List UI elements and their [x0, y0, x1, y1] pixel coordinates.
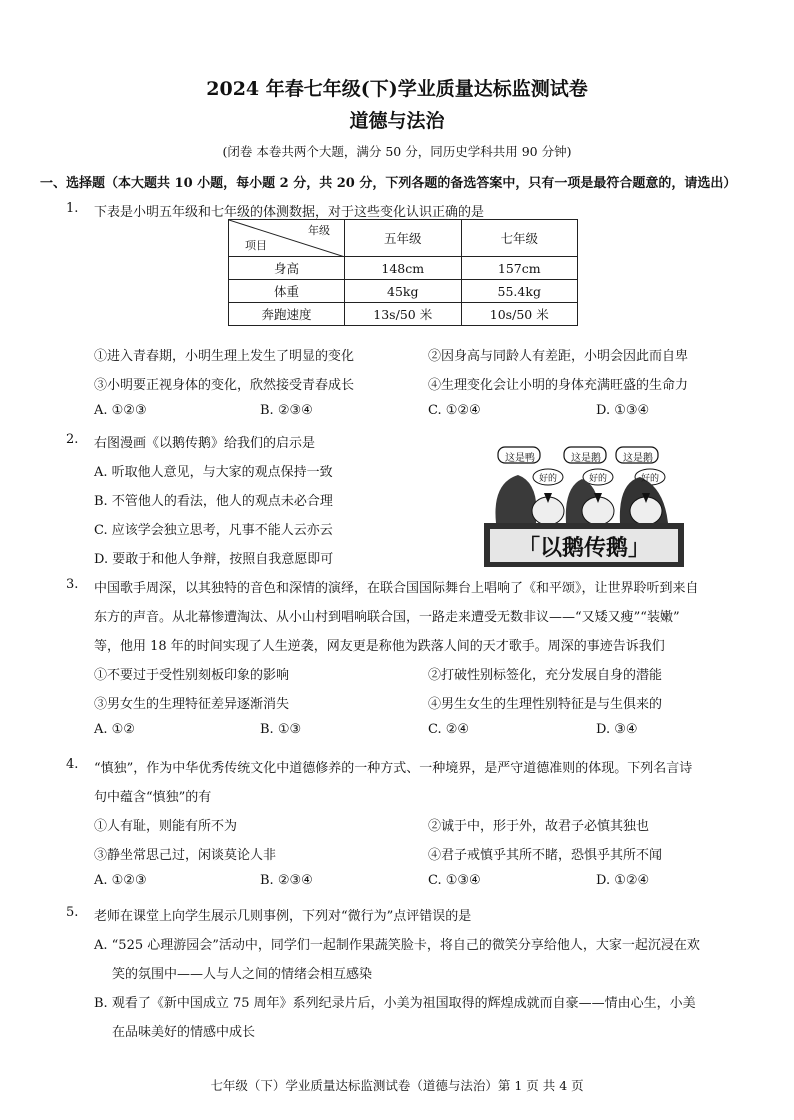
- exam-note: (闭卷 本卷共两个大题，满分 50 分，同历史学科共用 90 分钟): [222, 144, 572, 159]
- row-value: 45kg: [345, 280, 462, 303]
- q4-option-c: C. ①③④: [428, 873, 481, 888]
- q4-option-a: A. ①②③: [94, 873, 147, 888]
- q4-option-b: B. ②③④: [260, 873, 313, 888]
- bubble-text-1: 这是鸭: [505, 453, 535, 464]
- q5-stem: 老师在课堂上向学生展示几则事例，下列对“微行为”点评错误的是: [94, 909, 472, 924]
- row-value: 148cm: [345, 257, 462, 280]
- q1-number: 1.: [66, 201, 79, 216]
- q3-option-c: C. ②④: [428, 722, 470, 737]
- goose-cartoon: [478, 443, 688, 570]
- q4-statement-2: ②诚于中，形于外，故君子必慎其独也: [428, 819, 650, 834]
- q1-option-b: B. ②③④: [260, 403, 313, 418]
- q1-statement-3: ③小明要正视身体的变化，欣然接受青春成长: [94, 378, 355, 393]
- cartoon-caption: 「以鹅传鹅」: [517, 536, 650, 561]
- q3-option-a: A. ①②: [94, 722, 135, 737]
- q2-stem: 右图漫画《以鹅传鹅》给我们的启示是: [94, 436, 316, 451]
- q2-option-d: D. 要敢于和他人争辩，按照自我意愿即可: [94, 552, 334, 567]
- row-value: 157cm: [461, 257, 578, 280]
- q2-option-b: B. 不管他人的看法，他人的观点未必合理: [94, 494, 333, 509]
- q3-option-b: B. ①③: [260, 722, 302, 737]
- row-value: 10s/50 米: [461, 303, 578, 326]
- q3-statement-2: ②打破性别标签化，充分发展自身的潜能: [428, 668, 663, 683]
- corner-item-label: 项目: [245, 239, 267, 252]
- col-header-grade7: 七年级: [461, 220, 578, 257]
- exam-subject: 道德与法治: [349, 110, 445, 132]
- q2-option-a: A. 听取他人意见，与大家的观点保持一致: [94, 465, 333, 480]
- bubble-reply-2: 好的: [588, 474, 607, 484]
- q4-statement-3: ③静坐常思己过，闲谈莫论人非: [94, 848, 277, 863]
- q1-statement-4: ④生理变化会让小明的身体充满旺盛的生命力: [428, 378, 689, 393]
- q1-option-c: C. ①②④: [428, 403, 481, 418]
- q2-number: 2.: [66, 432, 79, 447]
- q1-stem: 下表是小明五年级和七年级的体测数据，对于这些变化认识正确的是: [94, 205, 485, 220]
- row-value: 55.4kg: [461, 280, 578, 303]
- q5-option-a-line-1: A. “525 心理游园会”活动中，同学们一起制作果蔬笑脸卡，将自己的微笑分享给他人，大家一起沉浸在欢: [94, 938, 700, 953]
- q4-line-1: “慎独”，作为中华优秀传统文化中道德修养的一种方式、一种境界，是严守道德准则的体现。下列名言诗: [94, 761, 693, 776]
- section-heading: 一、选择题（本大题共 10 小题，每小题 2 分，共 20 分，下列各题的备选答案中，只有一项是最符合题意的，请选出）: [40, 176, 737, 191]
- q3-line-2: 东方的声音。从北幕惨遭淘汰、从小山村到唱响联合国，一路走来遭受无数非议——“又矮又瘦”“装嫩”: [94, 610, 680, 625]
- q1-option-d: D. ①③④: [596, 403, 650, 418]
- table-row: [229, 257, 578, 280]
- row-item: 奔跑速度: [229, 303, 345, 326]
- q5-number: 5.: [66, 905, 79, 920]
- q5-option-b-line-1: B. 观看了《新中国成立 75 周年》系列纪录片后，小美为祖国取得的辉煌成就而自豪——情由心生，小美: [94, 996, 696, 1011]
- table-row: [229, 303, 578, 326]
- q4-number: 4.: [66, 757, 79, 772]
- q3-statement-3: ③男女生的生理特征差异逐渐消失: [94, 697, 290, 712]
- page-footer: 七年级（下）学业质量达标监测试卷（道德与法治）第 1 页 共 4 页: [210, 1078, 584, 1093]
- q4-option-d: D. ①②④: [596, 873, 650, 888]
- q1-table: [228, 219, 578, 326]
- row-item: 体重: [229, 280, 345, 303]
- table-corner-cell: [229, 220, 345, 257]
- bubble-reply-3: 好的: [640, 474, 659, 484]
- table-row: [229, 280, 578, 303]
- q3-statement-1: ①不要过于受性别刻板印象的影响: [94, 668, 290, 683]
- q3-number: 3.: [66, 577, 79, 592]
- q3-line-1: 中国歌手周深，以其独特的音色和深情的演绎，在联合国国际舞台上唱响了《和平颂》，让世界聆听到来自: [94, 581, 699, 596]
- q4-line-2: 句中蕴含“慎独”的有: [94, 790, 212, 805]
- row-value: 13s/50 米: [345, 303, 462, 326]
- col-header-grade5: 五年级: [345, 220, 462, 257]
- exam-title: 2024 年春七年级(下)学业质量达标监测试卷: [206, 78, 588, 100]
- q1-statement-1: ①进入青春期，小明生理上发生了明显的变化: [94, 349, 355, 364]
- q5-option-a-line-2: 笑的氛围中——人与人之间的情绪会相互感染: [112, 967, 373, 982]
- q2-option-c: C. 应该学会独立思考，凡事不能人云亦云: [94, 523, 333, 538]
- q4-statement-4: ④君子戒慎乎其所不睹，恐惧乎其所不闻: [428, 848, 663, 863]
- q3-line-3: 等，他用 18 年的时间实现了人生逆袭，网友更是称他为跌落人间的天才歌手。周深的事迹告诉我们: [94, 639, 665, 654]
- q4-statement-1: ①人有耻，则能有所不为: [94, 819, 238, 834]
- bubble-text-2: 这是鹅: [571, 453, 601, 464]
- corner-grade-label: 年级: [308, 224, 330, 237]
- q3-statement-4: ④男生女生的生理性别特征是与生俱来的: [428, 697, 663, 712]
- q5-option-b-line-2: 在品味美好的情感中成长: [112, 1025, 256, 1040]
- q3-option-d: D. ③④: [596, 722, 638, 737]
- bubble-reply-1: 好的: [538, 474, 557, 484]
- bubble-text-3: 这是鹅: [623, 453, 653, 464]
- row-item: 身高: [229, 257, 345, 280]
- q1-statement-2: ②因身高与同龄人有差距，小明会因此而自卑: [428, 349, 689, 364]
- q1-option-a: A. ①②③: [94, 403, 147, 418]
